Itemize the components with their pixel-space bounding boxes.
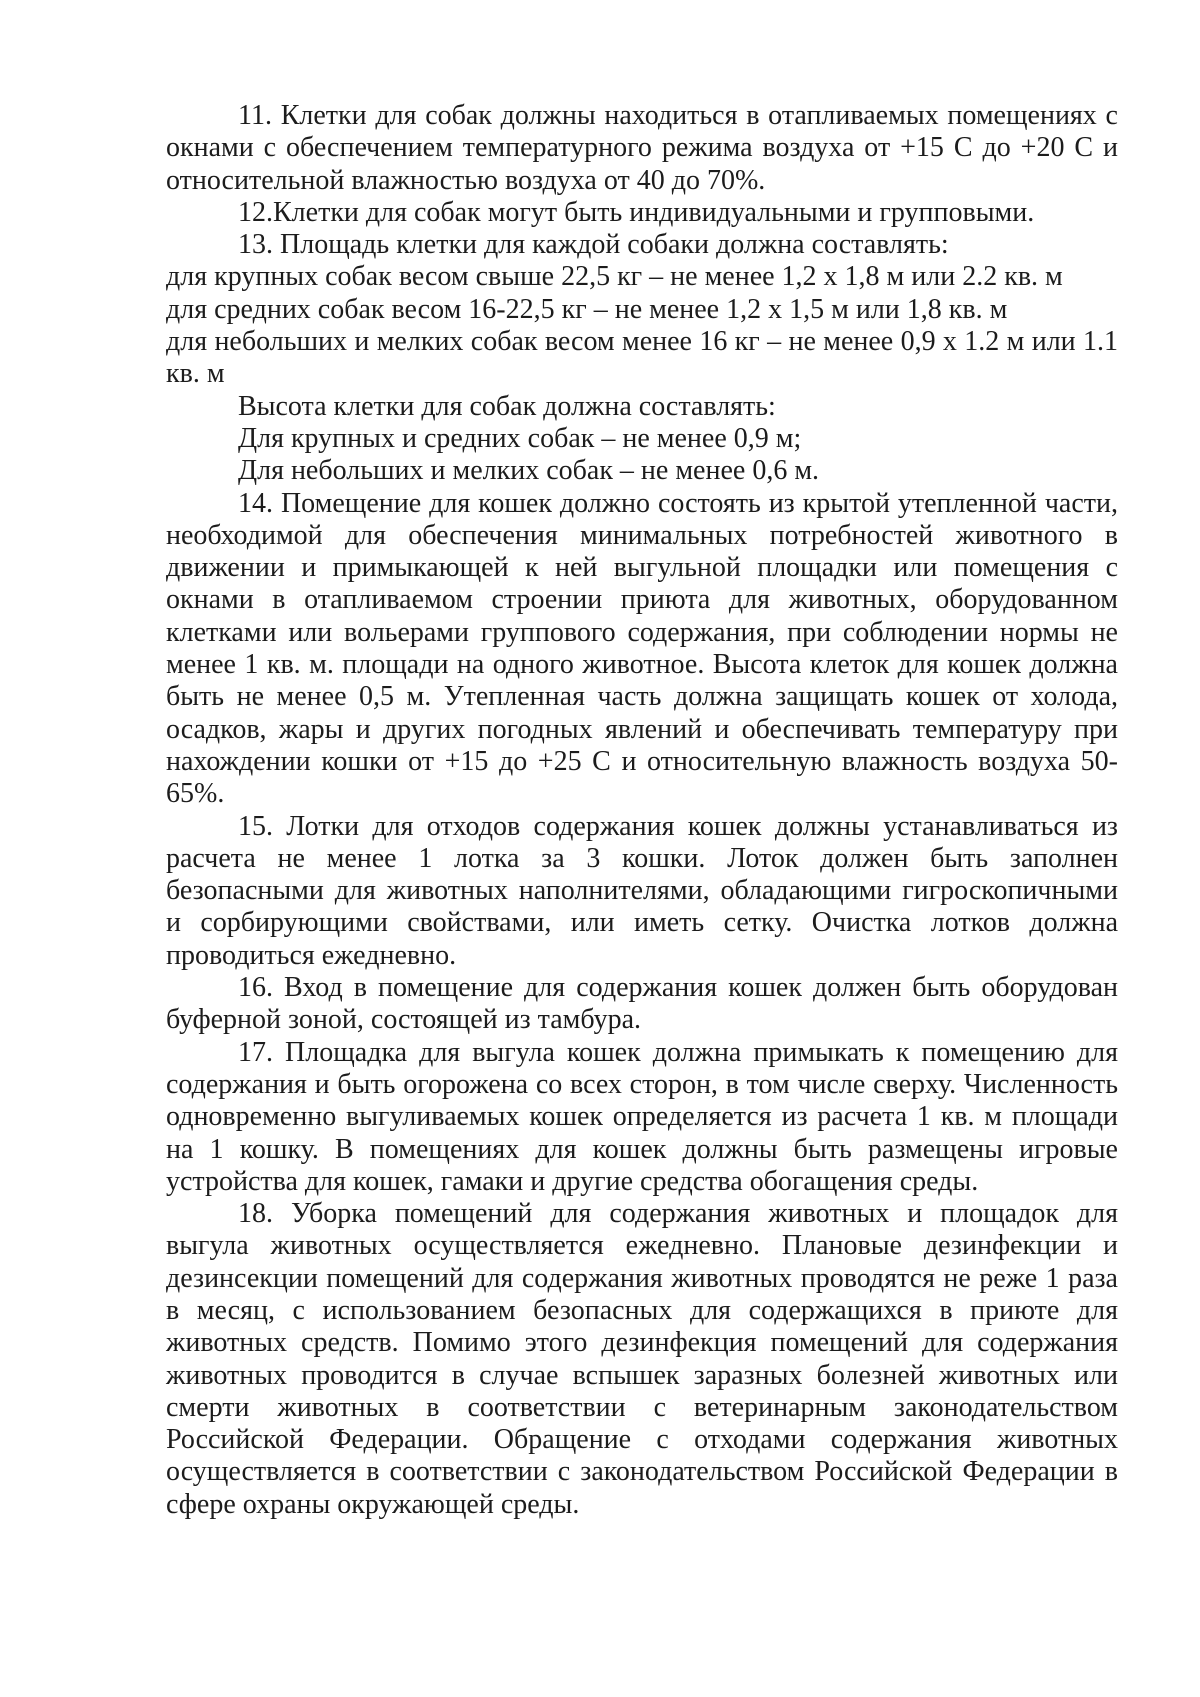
cage-height-small-dogs: Для небольших и мелких собак – не менее 0,6 м. bbox=[238, 455, 820, 487]
paragraph-18: 18. Уборка помещений для содержания животных и площадок для выгула животных осуществляется ежедневно. Плановые дезинфекции и дезинсекции помещений для содержания животных проводятся не реже 1 раза в месяц, с использованием безопасных для содержащихся в приюте для животных средств. Помимо этого дезинфекция помещений для содержания животных проводится в случае вспышек заразных болезней животных или смерти животных в соответствии с ветеринарным законодательством Российской Федерации. Обращение с отходами содержания животных осуществляется в соответствии с законодательством Российской Федерации в сфере охраны окружающей среды. bbox=[166, 1198, 1118, 1520]
cage-area-large-dogs: для крупных собак весом свыше 22,5 кг – не менее 1,2 х 1,8 м или 2.2 кв. м bbox=[166, 261, 1063, 293]
paragraph-12: 12.Клетки для собак могут быть индивидуальными и групповыми. bbox=[238, 196, 1035, 228]
cage-height-large-dogs: Для крупных и средних собак – не менее 0,9 м; bbox=[238, 422, 802, 454]
paragraph-17: 17. Площадка для выгула кошек должна примыкать к помещению для содержания и быть огорожена со всех сторон, в том числе сверху. Численность одновременно выгуливаемых кошек определяется из расчета 1 кв. м площади на 1 кошку. В помещениях для кошек должны быть размещены игровые устройства для кошек, гамаки и другие средства обогащения среды. bbox=[166, 1036, 1118, 1197]
document-body bbox=[166, 100, 1118, 1521]
cage-area-medium-dogs: для средних собак весом 16-22,5 кг – не менее 1,2 х 1,5 м или 1,8 кв. м bbox=[166, 293, 1008, 325]
paragraph-15: 15. Лотки для отходов содержания кошек должны устанавливаться из расчета не менее 1 лотка за 3 кошки. Лоток должен быть заполнен безопасными для животных наполнителями, обладающими гигроскопичными и сорбирующими свойствами, или иметь сетку. Очистка лотков должна проводиться ежедневно. bbox=[166, 810, 1118, 971]
cage-height-intro: Высота клетки для собак должна составлять: bbox=[238, 390, 776, 422]
cage-area-small-dogs: для небольших и мелких собак весом менее 16 кг – не менее 0,9 х 1.2 м или 1.1 кв. м bbox=[166, 326, 1118, 390]
paragraph-13: 13. Площадь клетки для каждой собаки должна составлять: bbox=[238, 229, 949, 261]
paragraph-16: 16. Вход в помещение для содержания кошек должен быть оборудован буферной зоной, состоящей из тамбура. bbox=[166, 972, 1118, 1036]
paragraph-11: 11. Клетки для собак должны находиться в отапливаемых помещениях с окнами с обеспечением температурного режима воздуха от +15 С до +20 С и относительной влажностью воздуха от 40 до 70%. bbox=[166, 100, 1118, 196]
paragraph-14: 14. Помещение для кошек должно состоять из крытой утепленной части, необходимой для обеспечения минимальных потребностей животного в движении и примыкающей к ней выгульной площадки или помещения с окнами в отапливаемом строении приюта для животных, оборудованном клетками или вольерами группового содержания, при соблюдении нормы не менее 1 кв. м. площади на одного животное. Высота клеток для кошек должна быть не менее 0,5 м. Утепленная часть должна защищать кошек от холода, осадков, жары и других погодных явлений и обеспечивать температуру при нахождении кошки от +15 до +25 С и относительную влажность воздуха 50-65%. bbox=[166, 487, 1118, 810]
